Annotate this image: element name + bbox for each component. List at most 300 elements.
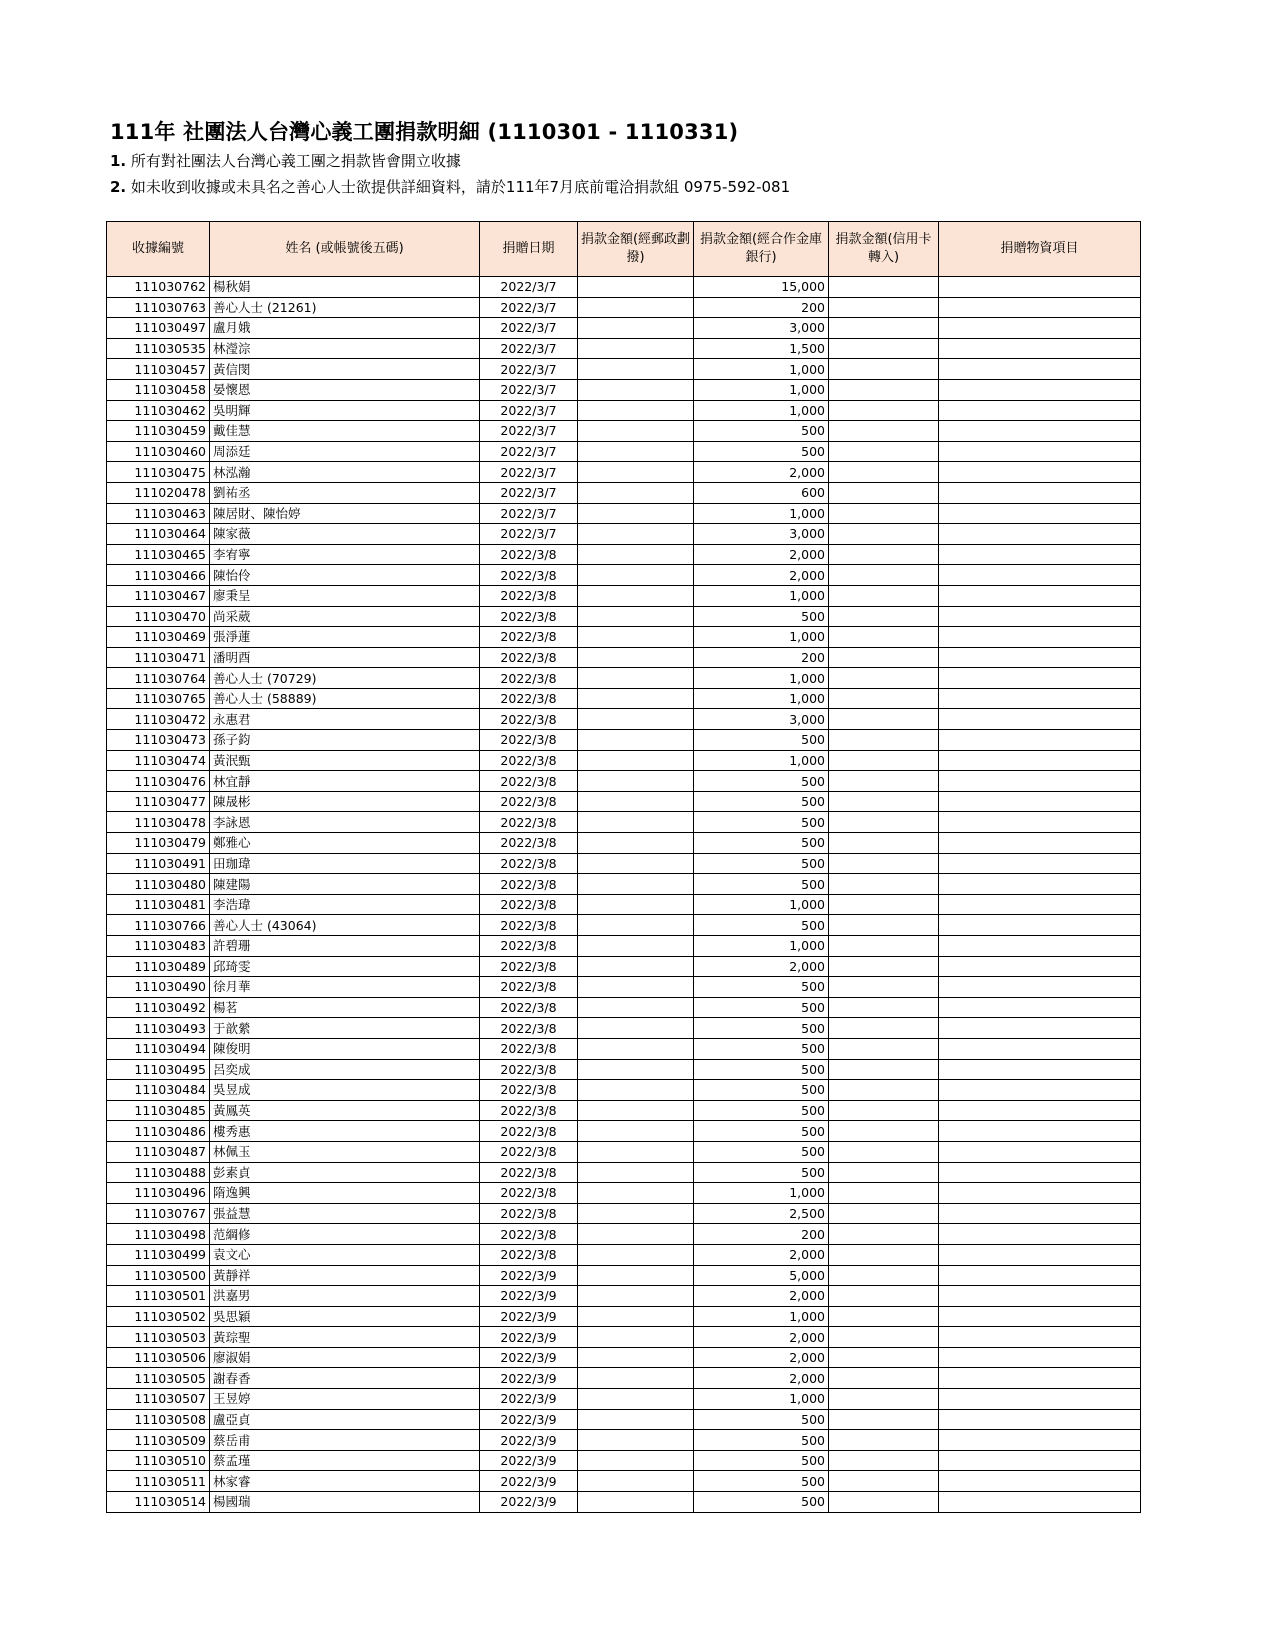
cell-amount-bank: 500 (694, 1100, 829, 1121)
cell-amount-bank: 500 (694, 606, 829, 627)
cell-goods (939, 956, 1141, 977)
cell-date: 2022/3/8 (480, 956, 578, 977)
table-row (107, 606, 1141, 627)
cell-amount-credit (829, 297, 939, 318)
cell-goods (939, 585, 1141, 606)
cell-date: 2022/3/8 (480, 585, 578, 606)
cell-date: 2022/3/8 (480, 647, 578, 668)
cell-goods (939, 1018, 1141, 1039)
cell-date: 2022/3/8 (480, 1141, 578, 1162)
table-row (107, 482, 1141, 503)
cell-receipt-no: 111030474 (107, 750, 210, 771)
cell-amount-credit (829, 277, 939, 298)
cell-date: 2022/3/8 (480, 565, 578, 586)
cell-amount-postal (578, 997, 694, 1018)
table-row (107, 359, 1141, 380)
cell-amount-credit (829, 1430, 939, 1451)
cell-name: 謝春香 (210, 1368, 480, 1389)
cell-amount-bank: 200 (694, 647, 829, 668)
cell-amount-bank: 500 (694, 1430, 829, 1451)
cell-amount-bank: 500 (694, 1409, 829, 1430)
cell-date: 2022/3/8 (480, 1018, 578, 1039)
cell-date: 2022/3/8 (480, 1121, 578, 1142)
cell-receipt-no: 111030507 (107, 1389, 210, 1410)
table-row (107, 997, 1141, 1018)
cell-date: 2022/3/7 (480, 277, 578, 298)
table-row (107, 1430, 1141, 1451)
cell-amount-credit (829, 791, 939, 812)
table-row (107, 524, 1141, 545)
table-row (107, 627, 1141, 648)
cell-name: 呂奕成 (210, 1059, 480, 1080)
table-row (107, 503, 1141, 524)
cell-goods (939, 1244, 1141, 1265)
cell-date: 2022/3/8 (480, 606, 578, 627)
cell-name: 王昱婷 (210, 1389, 480, 1410)
donation-table (106, 221, 1141, 1513)
cell-amount-bank: 500 (694, 915, 829, 936)
note-number: 1. (110, 152, 127, 170)
cell-amount-postal (578, 482, 694, 503)
table-row (107, 421, 1141, 442)
cell-goods (939, 853, 1141, 874)
cell-amount-postal (578, 441, 694, 462)
cell-date: 2022/3/8 (480, 977, 578, 998)
cell-date: 2022/3/8 (480, 730, 578, 751)
cell-amount-postal (578, 1450, 694, 1471)
header-date: 捐贈日期 (480, 222, 578, 277)
cell-receipt-no: 111030479 (107, 833, 210, 854)
cell-goods (939, 277, 1141, 298)
cell-amount-bank: 500 (694, 833, 829, 854)
cell-amount-credit (829, 1389, 939, 1410)
cell-amount-credit (829, 1450, 939, 1471)
cell-name: 鄭雅心 (210, 833, 480, 854)
cell-date: 2022/3/8 (480, 936, 578, 957)
table-row (107, 1224, 1141, 1245)
table-row (107, 1389, 1141, 1410)
cell-amount-bank: 2,000 (694, 956, 829, 977)
cell-receipt-no: 111030765 (107, 688, 210, 709)
cell-name: 樓秀惠 (210, 1121, 480, 1142)
cell-amount-credit (829, 318, 939, 339)
cell-amount-bank: 500 (694, 874, 829, 895)
cell-amount-bank: 500 (694, 771, 829, 792)
cell-date: 2022/3/8 (480, 1183, 578, 1204)
table-row (107, 1306, 1141, 1327)
cell-amount-credit (829, 956, 939, 977)
cell-date: 2022/3/8 (480, 874, 578, 895)
cell-amount-bank: 1,000 (694, 668, 829, 689)
cell-receipt-no: 111030478 (107, 812, 210, 833)
cell-goods (939, 338, 1141, 359)
cell-date: 2022/3/9 (480, 1306, 578, 1327)
table-row (107, 1203, 1141, 1224)
cell-receipt-no: 111030767 (107, 1203, 210, 1224)
cell-amount-credit (829, 1244, 939, 1265)
cell-amount-bank: 2,000 (694, 565, 829, 586)
cell-amount-bank: 600 (694, 482, 829, 503)
cell-amount-credit (829, 1141, 939, 1162)
table-row (107, 1183, 1141, 1204)
cell-amount-credit (829, 1409, 939, 1430)
cell-amount-bank: 200 (694, 1224, 829, 1245)
cell-name: 陳建陽 (210, 874, 480, 895)
cell-date: 2022/3/8 (480, 853, 578, 874)
cell-amount-bank: 500 (694, 1121, 829, 1142)
cell-amount-bank: 2,000 (694, 544, 829, 565)
cell-name: 盧亞貞 (210, 1409, 480, 1430)
table-row (107, 915, 1141, 936)
cell-amount-credit (829, 936, 939, 957)
cell-date: 2022/3/7 (480, 421, 578, 442)
cell-name: 吳思穎 (210, 1306, 480, 1327)
cell-date: 2022/3/7 (480, 400, 578, 421)
cell-amount-credit (829, 647, 939, 668)
cell-name: 善心人士 (43064) (210, 915, 480, 936)
cell-amount-postal (578, 1224, 694, 1245)
cell-amount-postal (578, 730, 694, 751)
table-row (107, 1265, 1141, 1286)
table-row (107, 709, 1141, 730)
cell-amount-credit (829, 977, 939, 998)
note-contact (110, 176, 790, 197)
header-amount-bank: 捐款金額(經合作金庫銀行) (694, 222, 829, 277)
cell-receipt-no: 111030535 (107, 338, 210, 359)
cell-amount-postal (578, 791, 694, 812)
cell-goods (939, 688, 1141, 709)
cell-amount-postal (578, 1409, 694, 1430)
cell-goods (939, 771, 1141, 792)
table-row (107, 771, 1141, 792)
cell-name: 盧月娥 (210, 318, 480, 339)
table-row (107, 1492, 1141, 1513)
cell-date: 2022/3/7 (480, 297, 578, 318)
table-row (107, 688, 1141, 709)
cell-amount-bank: 500 (694, 791, 829, 812)
cell-receipt-no: 111030486 (107, 1121, 210, 1142)
cell-amount-bank: 2,000 (694, 1244, 829, 1265)
cell-amount-postal (578, 1492, 694, 1513)
table-row (107, 853, 1141, 874)
cell-amount-postal (578, 915, 694, 936)
table-row (107, 1121, 1141, 1142)
cell-amount-credit (829, 359, 939, 380)
cell-amount-postal (578, 1080, 694, 1101)
cell-amount-postal (578, 956, 694, 977)
cell-receipt-no: 111030477 (107, 791, 210, 812)
cell-date: 2022/3/7 (480, 462, 578, 483)
cell-goods (939, 1368, 1141, 1389)
cell-receipt-no: 111030466 (107, 565, 210, 586)
cell-amount-bank: 1,000 (694, 750, 829, 771)
cell-goods (939, 833, 1141, 854)
cell-date: 2022/3/9 (480, 1347, 578, 1368)
cell-amount-postal (578, 894, 694, 915)
cell-name: 晏懷恩 (210, 379, 480, 400)
table-row (107, 647, 1141, 668)
cell-name: 潘明酉 (210, 647, 480, 668)
cell-date: 2022/3/9 (480, 1286, 578, 1307)
cell-receipt-no: 111030492 (107, 997, 210, 1018)
cell-receipt-no: 111030483 (107, 936, 210, 957)
cell-name: 善心人士 (70729) (210, 668, 480, 689)
cell-amount-postal (578, 1162, 694, 1183)
table-row (107, 297, 1141, 318)
cell-amount-bank: 200 (694, 297, 829, 318)
cell-receipt-no: 111030498 (107, 1224, 210, 1245)
cell-name: 李宥寧 (210, 544, 480, 565)
cell-goods (939, 421, 1141, 442)
cell-name: 蔡孟瑾 (210, 1450, 480, 1471)
cell-receipt-no: 111020478 (107, 482, 210, 503)
cell-amount-postal (578, 771, 694, 792)
cell-amount-postal (578, 1038, 694, 1059)
cell-receipt-no: 111030475 (107, 462, 210, 483)
cell-goods (939, 544, 1141, 565)
cell-goods (939, 565, 1141, 586)
cell-amount-postal (578, 812, 694, 833)
table-row (107, 1450, 1141, 1471)
cell-amount-bank: 1,000 (694, 585, 829, 606)
cell-amount-bank: 2,000 (694, 462, 829, 483)
cell-goods (939, 791, 1141, 812)
cell-goods (939, 1327, 1141, 1348)
cell-receipt-no: 111030489 (107, 956, 210, 977)
cell-goods (939, 1203, 1141, 1224)
cell-amount-postal (578, 1327, 694, 1348)
cell-amount-postal (578, 565, 694, 586)
cell-amount-postal (578, 1306, 694, 1327)
cell-date: 2022/3/7 (480, 482, 578, 503)
note-text: 所有對社團法人台灣心義工團之捐款皆會開立收據 (130, 152, 461, 170)
cell-amount-bank: 500 (694, 1018, 829, 1039)
cell-amount-postal (578, 668, 694, 689)
cell-receipt-no: 111030457 (107, 359, 210, 380)
cell-goods (939, 936, 1141, 957)
cell-amount-bank: 1,000 (694, 503, 829, 524)
cell-amount-bank: 500 (694, 977, 829, 998)
cell-name: 廖淑娟 (210, 1347, 480, 1368)
cell-name: 永惠君 (210, 709, 480, 730)
cell-amount-bank: 500 (694, 812, 829, 833)
table-row (107, 1327, 1141, 1348)
cell-date: 2022/3/9 (480, 1471, 578, 1492)
table-row (107, 565, 1141, 586)
cell-date: 2022/3/7 (480, 359, 578, 380)
cell-receipt-no: 111030766 (107, 915, 210, 936)
cell-amount-credit (829, 1347, 939, 1368)
cell-amount-bank: 1,000 (694, 359, 829, 380)
cell-name: 善心人士 (21261) (210, 297, 480, 318)
cell-amount-credit (829, 503, 939, 524)
cell-amount-postal (578, 544, 694, 565)
cell-date: 2022/3/8 (480, 688, 578, 709)
cell-amount-bank: 500 (694, 1162, 829, 1183)
header-receipt-no: 收據編號 (107, 222, 210, 277)
note-receipt (110, 150, 461, 171)
cell-name: 徐月華 (210, 977, 480, 998)
cell-amount-credit (829, 1018, 939, 1039)
cell-goods (939, 606, 1141, 627)
table-row (107, 874, 1141, 895)
table-row (107, 812, 1141, 833)
cell-name: 陳家薇 (210, 524, 480, 545)
cell-amount-bank: 500 (694, 421, 829, 442)
cell-amount-credit (829, 421, 939, 442)
cell-receipt-no: 111030502 (107, 1306, 210, 1327)
table-row (107, 1059, 1141, 1080)
cell-date: 2022/3/7 (480, 441, 578, 462)
cell-amount-postal (578, 297, 694, 318)
table-row (107, 1141, 1141, 1162)
cell-name: 田珈瑋 (210, 853, 480, 874)
cell-name: 于歆縈 (210, 1018, 480, 1039)
cell-date: 2022/3/9 (480, 1492, 578, 1513)
cell-name: 孫子鈞 (210, 730, 480, 751)
cell-name: 楊國瑞 (210, 1492, 480, 1513)
cell-amount-credit (829, 688, 939, 709)
header-row (107, 222, 1141, 277)
cell-amount-credit (829, 1121, 939, 1142)
cell-receipt-no: 111030503 (107, 1327, 210, 1348)
cell-name: 楊茗 (210, 997, 480, 1018)
cell-date: 2022/3/9 (480, 1450, 578, 1471)
cell-name: 黃琮聖 (210, 1327, 480, 1348)
cell-amount-bank: 500 (694, 1450, 829, 1471)
cell-receipt-no: 111030499 (107, 1244, 210, 1265)
cell-amount-postal (578, 1347, 694, 1368)
cell-date: 2022/3/8 (480, 791, 578, 812)
cell-name: 陳俊明 (210, 1038, 480, 1059)
cell-amount-bank: 2,500 (694, 1203, 829, 1224)
cell-amount-bank: 1,000 (694, 400, 829, 421)
cell-amount-bank: 500 (694, 730, 829, 751)
cell-amount-credit (829, 730, 939, 751)
cell-goods (939, 812, 1141, 833)
cell-amount-credit (829, 874, 939, 895)
cell-amount-credit (829, 833, 939, 854)
cell-amount-credit (829, 544, 939, 565)
cell-goods (939, 1121, 1141, 1142)
cell-amount-credit (829, 585, 939, 606)
cell-amount-postal (578, 750, 694, 771)
cell-name: 張淨蓮 (210, 627, 480, 648)
cell-date: 2022/3/8 (480, 1080, 578, 1101)
cell-amount-bank: 15,000 (694, 277, 829, 298)
cell-name: 劉祐丞 (210, 482, 480, 503)
cell-name: 廖秉呈 (210, 585, 480, 606)
cell-name: 邱琦雯 (210, 956, 480, 977)
cell-amount-postal (578, 627, 694, 648)
table-row (107, 730, 1141, 751)
cell-receipt-no: 111030509 (107, 1430, 210, 1451)
cell-amount-credit (829, 1471, 939, 1492)
cell-goods (939, 379, 1141, 400)
cell-amount-postal (578, 1471, 694, 1492)
cell-receipt-no: 111030485 (107, 1100, 210, 1121)
cell-amount-credit (829, 1203, 939, 1224)
cell-goods (939, 997, 1141, 1018)
cell-name: 黃泯甄 (210, 750, 480, 771)
cell-receipt-no: 111030762 (107, 277, 210, 298)
cell-date: 2022/3/9 (480, 1327, 578, 1348)
cell-receipt-no: 111030476 (107, 771, 210, 792)
cell-amount-credit (829, 1327, 939, 1348)
table-row (107, 1286, 1141, 1307)
cell-receipt-no: 111030488 (107, 1162, 210, 1183)
cell-date: 2022/3/8 (480, 833, 578, 854)
cell-name: 黃信閔 (210, 359, 480, 380)
cell-goods (939, 1038, 1141, 1059)
table-row (107, 1162, 1141, 1183)
cell-amount-credit (829, 771, 939, 792)
cell-receipt-no: 111030763 (107, 297, 210, 318)
table-row (107, 668, 1141, 689)
cell-amount-bank: 500 (694, 1059, 829, 1080)
cell-amount-postal (578, 503, 694, 524)
cell-amount-credit (829, 1059, 939, 1080)
cell-goods (939, 400, 1141, 421)
cell-receipt-no: 111030497 (107, 318, 210, 339)
cell-date: 2022/3/7 (480, 338, 578, 359)
cell-date: 2022/3/8 (480, 709, 578, 730)
cell-receipt-no: 111030471 (107, 647, 210, 668)
cell-amount-credit (829, 812, 939, 833)
cell-goods (939, 1100, 1141, 1121)
cell-receipt-no: 111030469 (107, 627, 210, 648)
cell-goods (939, 1265, 1141, 1286)
cell-amount-bank: 2,000 (694, 1286, 829, 1307)
cell-receipt-no: 111030484 (107, 1080, 210, 1101)
table-row (107, 379, 1141, 400)
cell-goods (939, 1183, 1141, 1204)
cell-amount-postal (578, 1203, 694, 1224)
table-row (107, 441, 1141, 462)
cell-date: 2022/3/8 (480, 812, 578, 833)
cell-goods (939, 1430, 1141, 1451)
cell-receipt-no: 111030491 (107, 853, 210, 874)
cell-goods (939, 318, 1141, 339)
cell-amount-bank: 5,000 (694, 1265, 829, 1286)
cell-date: 2022/3/8 (480, 771, 578, 792)
table-row (107, 1409, 1141, 1430)
cell-receipt-no: 111030514 (107, 1492, 210, 1513)
cell-amount-credit (829, 750, 939, 771)
table-row (107, 791, 1141, 812)
table-row (107, 750, 1141, 771)
cell-amount-bank: 1,000 (694, 379, 829, 400)
cell-goods (939, 359, 1141, 380)
table-row (107, 1038, 1141, 1059)
page-title: 111年 社團法人台灣心義工團捐款明細 (1110301 - 1110331) (110, 120, 739, 144)
cell-date: 2022/3/8 (480, 997, 578, 1018)
cell-amount-credit (829, 709, 939, 730)
cell-amount-postal (578, 1368, 694, 1389)
note-number: 2. (110, 178, 127, 196)
cell-name: 許碧珊 (210, 936, 480, 957)
cell-date: 2022/3/8 (480, 1224, 578, 1245)
cell-name: 戴佳慧 (210, 421, 480, 442)
cell-amount-bank: 500 (694, 1141, 829, 1162)
cell-amount-bank: 3,000 (694, 709, 829, 730)
cell-amount-bank: 1,000 (694, 1183, 829, 1204)
cell-amount-credit (829, 1224, 939, 1245)
cell-receipt-no: 111030511 (107, 1471, 210, 1492)
cell-goods (939, 627, 1141, 648)
cell-goods (939, 668, 1141, 689)
cell-amount-postal (578, 1430, 694, 1451)
